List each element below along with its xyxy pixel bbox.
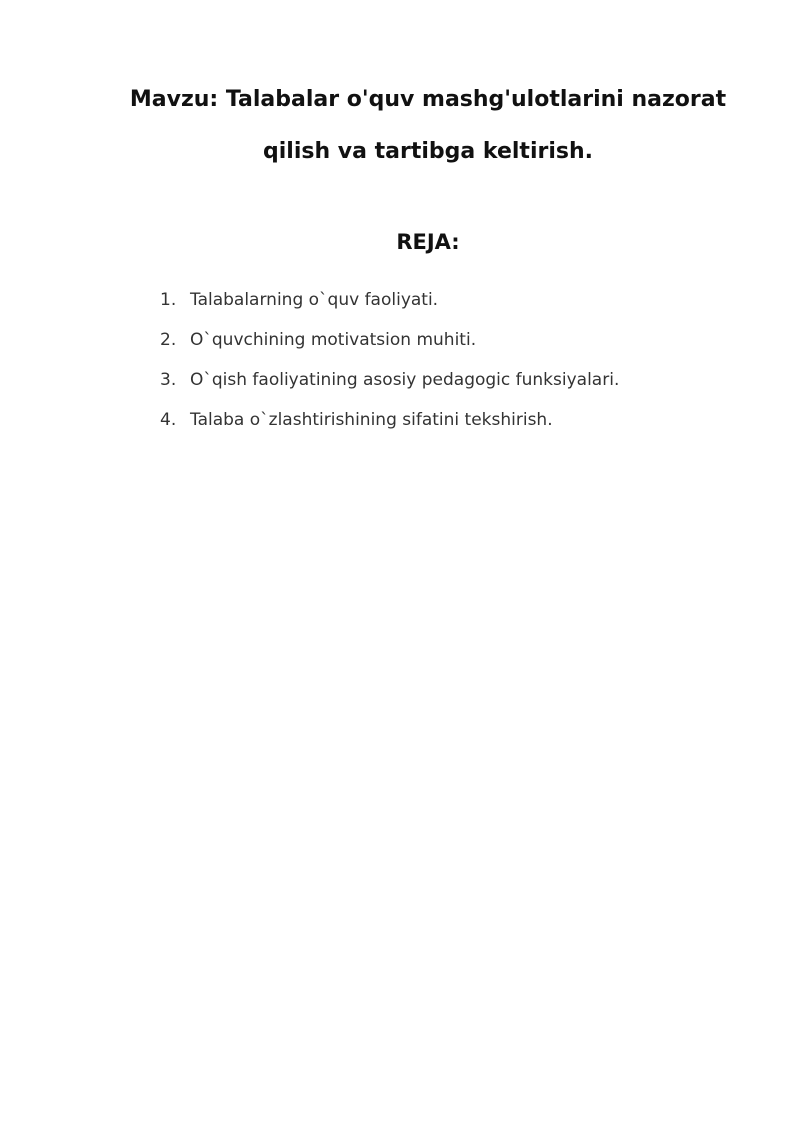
title-line-2: qilish va tartibga keltirish.	[263, 139, 593, 164]
plan-item-number: 4.	[160, 410, 177, 430]
plan-item-number: 1.	[160, 290, 177, 310]
plan-item-number: 2.	[160, 330, 177, 350]
plan-item-text: O`qish faoliyatining asosiy pedagogic funksiyalari.	[190, 370, 620, 390]
plan-item	[160, 364, 619, 404]
plan-item-number: 3.	[160, 370, 177, 390]
title-line-1: Mavzu: Talabalar o'quv mashg'ulotlarini nazorat	[129, 87, 727, 112]
plan-list	[160, 284, 619, 444]
document-title	[110, 74, 746, 178]
plan-item-text: O`quvchining motivatsion muhiti.	[190, 330, 477, 350]
plan-item-text: Talabalarning o`quv faoliyati.	[190, 290, 439, 310]
plan-item-text: Talaba o`zlashtirishining sifatini tekshirish.	[190, 410, 553, 430]
plan-item	[160, 404, 619, 444]
plan-heading: REJA:	[396, 230, 460, 254]
plan-item	[160, 284, 619, 324]
plan-item	[160, 324, 619, 364]
